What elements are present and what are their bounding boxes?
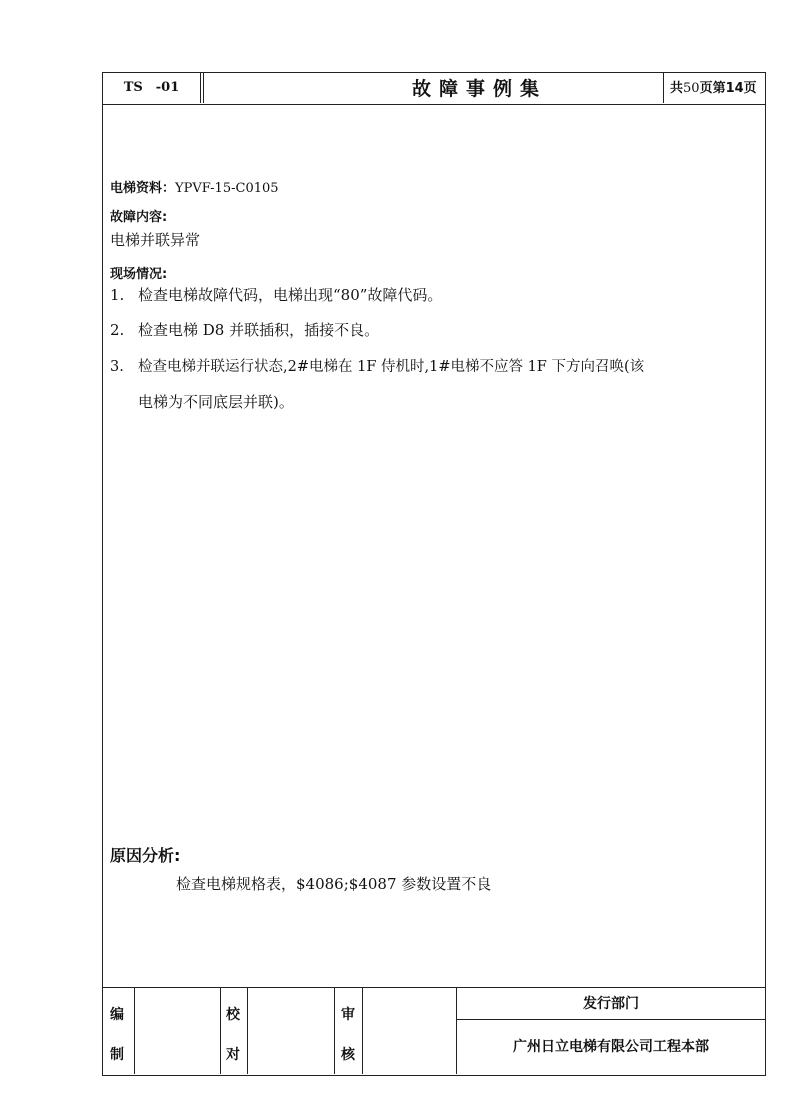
document-frame — [102, 72, 766, 1076]
edit-label-top: 编 — [110, 1007, 124, 1023]
review-label-top: 审 — [341, 1007, 355, 1023]
pages-current: 14 — [725, 81, 744, 96]
fault-label: 故障内容: — [110, 210, 168, 225]
page-counter — [663, 73, 773, 103]
pages-total: 50 — [683, 81, 700, 96]
pages-prefix: 共 — [670, 81, 684, 96]
elevator-model: YPVF-15-C0105 — [175, 181, 279, 196]
site-item-continuation: 电梯为不同底层并联)。 — [138, 393, 294, 411]
site-item-text: 检查电梯故障代码，电梯出现“80”故障代码。 — [138, 286, 443, 304]
footer-divider — [334, 988, 335, 1074]
cause-label: 原因分析: — [110, 846, 181, 865]
site-item-number: 1. — [110, 286, 125, 304]
site-label: 现场情况: — [110, 267, 168, 282]
site-item — [110, 319, 379, 340]
check-label-top: 校 — [226, 1007, 240, 1023]
footer-divider — [362, 988, 363, 1074]
document-title: 故障事例集 — [411, 78, 547, 100]
review-label-bottom: 核 — [341, 1047, 355, 1063]
site-item-number: 3. — [110, 359, 124, 375]
footer-divider — [134, 988, 135, 1074]
pages-mid: 页第 — [699, 81, 726, 96]
pages-suffix: 页 — [743, 81, 757, 96]
elevator-info — [110, 177, 279, 196]
footer-divider — [247, 988, 248, 1074]
site-item — [110, 355, 644, 376]
document-code: TS -01 — [103, 73, 201, 103]
check-label-bottom: 对 — [226, 1047, 240, 1063]
signature-footer — [103, 987, 765, 1075]
issuing-department-name: 广州日立电梯有限公司工程本部 — [513, 1039, 709, 1055]
site-item-text: 检查电梯 D8 并联插积，插接不良。 — [138, 321, 380, 339]
site-item — [110, 284, 442, 305]
footer-divider — [220, 988, 221, 1074]
site-item-number: 2. — [110, 321, 125, 339]
header-row — [103, 73, 765, 105]
cause-content: 检查电梯规格表，$4086;$4087 参数设置不良 — [176, 875, 492, 893]
fault-content: 电梯并联异常 — [110, 231, 201, 249]
site-item-text: 检查电梯并联运行状态,2#电梯在 1F 侍机时,1#电梯不应答 1F 下方向召唤(该 — [138, 359, 645, 375]
issuing-department-label: 发行部门 — [457, 988, 765, 1020]
elevator-label: 电梯资料： — [110, 181, 176, 196]
edit-label-bottom: 制 — [110, 1047, 124, 1063]
